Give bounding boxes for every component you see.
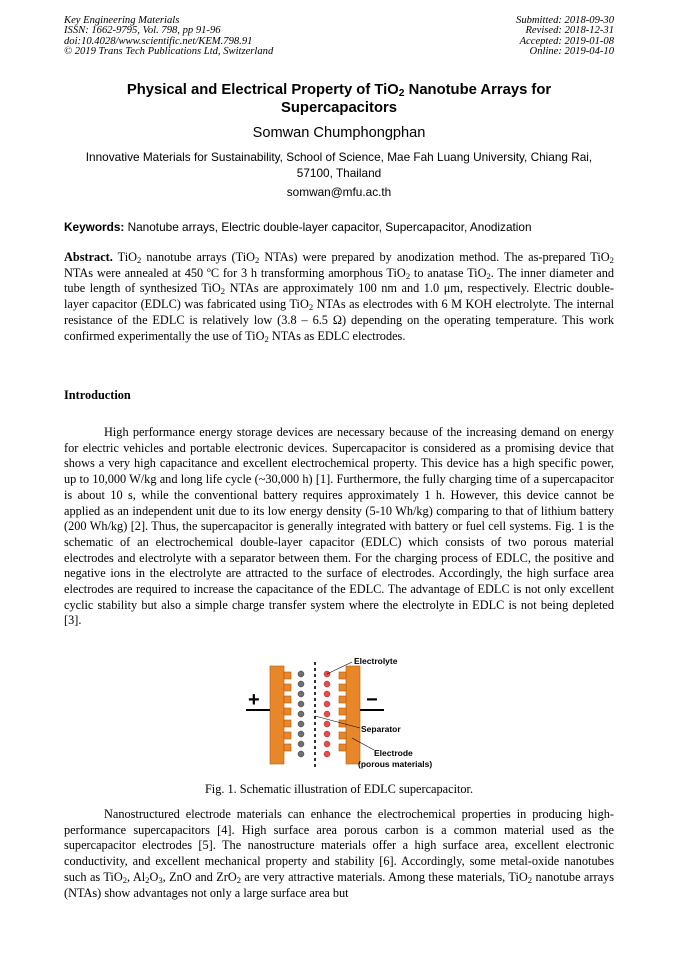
abstract-subscript: 2 bbox=[255, 255, 260, 265]
journal-name: Key Engineering Materials bbox=[64, 15, 180, 26]
affiliation: Innovative Materials for Sustainability, School of Science, Mae Fah Luang University, Chiang Rai, 57100, Thailand bbox=[85, 150, 593, 180]
abstract-subscript: 2 bbox=[609, 255, 614, 265]
online-date: Online: 2019-04-10 bbox=[529, 46, 614, 58]
abstract-subscript: 2 bbox=[308, 302, 314, 313]
journal-info bbox=[64, 16, 273, 58]
keywords-label: Keywords: bbox=[64, 220, 125, 234]
abstract-subscript: 2 bbox=[137, 255, 142, 265]
intro-paragraph: High performance energy storage devices are necessary because of the increasing demand on energy for electric vehicles and portable electronic devices. Supercapacitor is considered as a promising device that shows a very high capacitance and excellent electrochemical property. This device has a high specific power, up to 10,000 W/kg and long life cycle (~30,000 h) [1]. Furthermore, the fully charging time of a supercapacitor is about 10 s, while the conventional battery requires approximately 1 h. However, this device cannot be applied as an independent unit due to its low energy density (5-10 Wh/kg) comparing to that of lithium battery (200 Wh/kg) [2]. Thus, the supercapacitor is generally integrated with battery or fuel cell systems. Fig. 1 is the schematic of an electrochemical double-layer capacitor (EDLC) which consists of two porous material electrodes and electrolyte with a separator between them. For the charging process of EDLC, the positive and negative ions in the electrolyte are attracted to the surface of electrodes. Accordingly, the high surface area electrodes are required to increase the capacitance of the EDLC. The advantage of EDLC is not only excellent cyclic stability but also a simple charge transfer system where the electrolyte in EDLC is not being depleted [3]. bbox=[64, 425, 614, 628]
submitted-date: Submitted: 2018-09-30 bbox=[516, 15, 614, 26]
section-heading: Introduction bbox=[64, 388, 131, 402]
abstract-text: TiO bbox=[112, 250, 138, 264]
abstract-text: NTAs were annealed at 450 ºC for 3 h transforming amorphous TiO bbox=[64, 265, 406, 280]
para2-subscript: 2 bbox=[122, 874, 128, 885]
para2-text: O bbox=[149, 869, 159, 884]
publication-dates bbox=[516, 16, 614, 58]
abstract-text: NTAs are approximately 100 nm and 1.0 μm, respectively. Electric double-layer capacitor (EDLC) was fabricated using TiO bbox=[64, 281, 614, 312]
author-email: somwan@mfu.ac.th bbox=[286, 185, 392, 199]
abstract-subscript: 2 bbox=[486, 270, 491, 281]
issn-info: ISSN: 1662-9795, Vol. 798, pp 91-96 bbox=[64, 25, 221, 37]
abstract-text: NTAs as EDLC electrodes. bbox=[268, 328, 406, 343]
abstract-subscript: 2 bbox=[405, 270, 411, 281]
abstract-text: . The inner diameter and tube length of synthesized TiO bbox=[64, 265, 614, 296]
separator-label: Separator bbox=[361, 724, 401, 734]
edlc-schematic bbox=[240, 652, 450, 772]
para2-text: are very attractive materials. Among these materials, TiO bbox=[241, 869, 528, 884]
plus-sign: + bbox=[248, 689, 260, 711]
doi: doi:10.4028/www.scientific.net/KEM.798.91 bbox=[64, 35, 253, 47]
left-electrode bbox=[270, 666, 284, 764]
para2-subscript: 2 bbox=[527, 874, 533, 885]
positive-ions bbox=[324, 671, 330, 757]
abstract-text: NTAs) were prepared by anodization method. The as-prepared TiO bbox=[259, 250, 610, 264]
keywords-text: Nanotube arrays, Electric double-layer capacitor, Supercapacitor, Anodization bbox=[124, 220, 532, 234]
para2-subscript: 2 bbox=[145, 874, 150, 885]
right-electrode bbox=[346, 666, 360, 764]
para2-text: Nanostructured electrode materials can enhance the electrochemical properties in producing high-performance supercapacitors [4]. High surface area porous carbon is a common material used as the supercapacitor electrodes [5]. The nanostructure materials offer a high surface area, excellent electronic conductivity, and excellent mechanical property and stability [6]. Accordingly, some metal-oxide nanotubes such as TiO bbox=[64, 807, 614, 884]
revised-date: Revised: 2018-12-31 bbox=[525, 25, 614, 37]
para2-text: nanotube arrays (NTAs) show advantages not only a large surface area but bbox=[64, 869, 614, 900]
author-name: Somwan Chumphongphan bbox=[252, 125, 426, 141]
abstract-text: NTAs as electrodes with 6 M KOH electrolyte. The internal resistance of the EDLC is relatively low (3.8 – 6.5 Ω) depending on the operating temperature. This work confirmed experimentally the use of TiO bbox=[64, 297, 614, 343]
abstract-text: nanotube arrays (TiO bbox=[141, 250, 256, 264]
electrolyte-label: Electrolyte bbox=[354, 656, 398, 666]
para2-text: , ZnO and ZrO bbox=[162, 869, 237, 884]
abstract-subscript: 2 bbox=[264, 333, 269, 344]
right-electrode-pores bbox=[339, 672, 346, 751]
paper-title: Physical and Electrical Property of TiO$_2$ Nanotube Arrays for Supercapacitors bbox=[126, 82, 552, 116]
negative-ions bbox=[298, 671, 304, 757]
abstract-label: Abstract. bbox=[64, 250, 113, 264]
keywords bbox=[64, 220, 624, 235]
figure-caption: Fig. 1. Schematic illustration of EDLC supercapacitor. bbox=[204, 782, 474, 796]
abstract-text bbox=[64, 250, 614, 343]
left-electrode-pores bbox=[284, 672, 291, 751]
electrode-label: Electrode bbox=[374, 748, 413, 758]
para2-subscript: 2 bbox=[236, 874, 242, 885]
abstract-subscript: 2 bbox=[220, 286, 226, 297]
minus-sign: − bbox=[366, 689, 378, 711]
body-paragraph-2 bbox=[64, 807, 614, 901]
electrode-sublabel: (porous materials) bbox=[358, 759, 433, 769]
copyright: © 2019 Trans Tech Publications Ltd, Switzerland bbox=[64, 46, 274, 58]
accepted-date: Accepted: 2019-01-08 bbox=[519, 35, 614, 47]
para2-subscript: 3 bbox=[158, 874, 163, 885]
para2-text: , Al bbox=[127, 869, 146, 884]
abstract bbox=[64, 250, 614, 344]
abstract-text: to anatase TiO bbox=[410, 265, 487, 280]
